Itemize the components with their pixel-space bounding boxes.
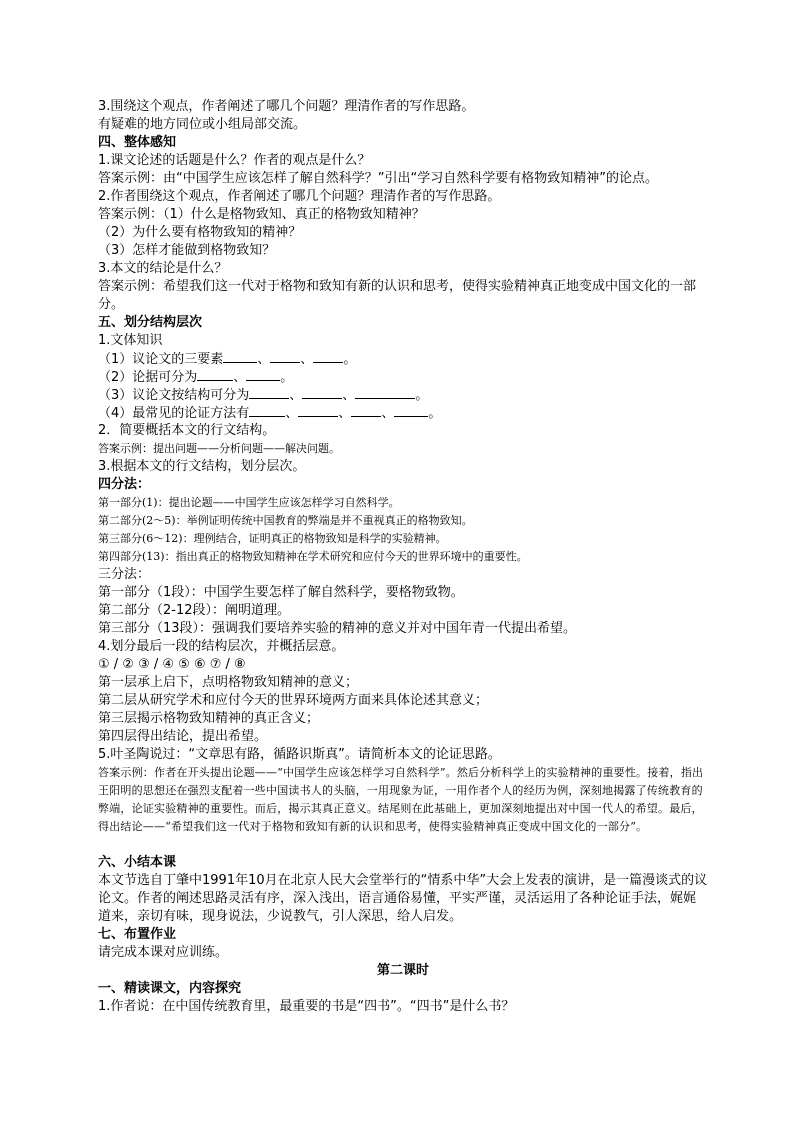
three-part-3: 第三部分（13段）：强调我们要培养实验的精神的意义并对中国年青一代提出希望。 bbox=[98, 621, 577, 636]
layer-3: 第三层揭示格物致知精神的真正含义； bbox=[98, 711, 320, 726]
answer-issue-2: （2）为什么要有格物致知的精神？ bbox=[98, 225, 302, 240]
blank-field[interactable] bbox=[223, 350, 257, 363]
blank-field[interactable] bbox=[355, 386, 415, 399]
four-part-label: 四分法： bbox=[98, 477, 151, 492]
question-last-paragraph: 4.划分最后一段的结构层次，并概括层意。 bbox=[98, 639, 345, 654]
section-heading-4: 四、整体感知 bbox=[98, 135, 177, 150]
lesson-plan-body bbox=[98, 98, 708, 1016]
four-part-1: 第一部分(1)：提出论题——中国学生应该怎样学习自然科学。 bbox=[98, 496, 400, 509]
blank-field[interactable] bbox=[246, 368, 280, 381]
answer-conclusion: 答案示例：希望我们这一代对于格物和致知有新的认识和思考，使得实验精神真正地变成中国文化的一部分。 bbox=[98, 279, 697, 312]
question-argument-path: 5.叶圣陶说过：“文章思有路，循路识斯真”。请简析本文的论证思路。 bbox=[98, 747, 501, 762]
answer-argument-path: 答案示例：作者在开头提出论题——“中国学生应该怎样学习自然科学”。然后分析科学上的实验精神的重要性。接着，指出王阳明的思想还在强烈支配着一些中国读书人的头脑，一用现象为证，一用作者个人的经历为例，深刻地揭露了传统教育的弊端，论证实验精神的重要性。而后，揭示其真正意义。结尾则在此基础上，更加深刻地提出对中国一代人的希望。最后，得出结论——“希望我们这一代对于格物和致知有新的认识和思考，使得实验精神真正变成中国文化的一部分”。 bbox=[98, 766, 704, 833]
question-conclusion: 3.本文的结论是什么？ bbox=[98, 261, 228, 276]
answer-structure: 答案示例：提出问题——分析问题——解决问题。 bbox=[98, 442, 340, 455]
blank-field[interactable] bbox=[394, 404, 428, 417]
answer-issue-3: （3）怎样才能做到格物致知？ bbox=[98, 243, 276, 258]
blank-evidence-types: （2）论据可分为 、 。 bbox=[98, 370, 294, 385]
blank-structure-types: （3）议论文按结构可分为 、 、 。 bbox=[98, 388, 429, 403]
answer-issue-1: 答案示例：（1）什么是格物致知、真正的格物致知精神？ bbox=[98, 207, 425, 222]
answer-topic: 答案示例：由“中国学生应该怎样了解自然科学？”引出“学习自然科学要有格物致知精神”的论点。 bbox=[98, 171, 658, 186]
blank-field[interactable] bbox=[249, 386, 289, 399]
blank-field[interactable] bbox=[298, 404, 338, 417]
three-part-label: 三分法： bbox=[98, 567, 151, 582]
four-part-3: 第三部分(6～12)：理例结合，证明真正的格物致知是科学的实验精神。 bbox=[98, 532, 447, 545]
four-part-4: 第四部分(13)：指出真正的格物致知精神在学术研究和应付今天的世界环境中的重要性。 bbox=[98, 550, 528, 563]
blank-field[interactable] bbox=[197, 368, 233, 381]
question-topic: 1.课文论述的话题是什么？作者的观点是什么？ bbox=[98, 153, 371, 168]
blank-field[interactable] bbox=[249, 404, 285, 417]
blank-field[interactable] bbox=[313, 350, 343, 363]
question-3: 3.围绕这个观点，作者阐述了哪几个问题？理清作者的写作思路。 bbox=[98, 99, 475, 114]
question-issues: 2.作者围绕这个观点，作者阐述了哪几个问题？理清作者的写作思路。 bbox=[98, 189, 501, 204]
lesson-summary: 本文节选自丁肇中1991年10月在北京人民大会堂举行的“情系中华”大会上发表的演讲，是一篇漫谈式的议论文。作者的阐述思路灵活有序，深入浅出，语言通俗易懂，平实严谨，灵活运用了各种论证手法，娓娓道来，亲切有味，现身说法，少说教气，引人深思，给人启发。 bbox=[98, 873, 708, 924]
question-divide: 3.根据本文的行文结构，划分层次。 bbox=[98, 459, 306, 474]
section-heading-7: 七、布置作业 bbox=[98, 927, 177, 942]
homework-text: 请完成本课对应训练。 bbox=[98, 945, 229, 960]
layer-1: 第一层承上启下，点明格物致知精神的意义； bbox=[98, 675, 359, 690]
question-four-books: 1.作者说：在中国传统教育里，最重要的书是“四书”。“四书”是什么书？ bbox=[98, 999, 515, 1014]
blank-field[interactable] bbox=[351, 404, 381, 417]
layer-2: 第二层从研究学术和应付今天的世界环境两方面来具体论述其意义； bbox=[98, 693, 489, 708]
layer-4: 第四层得出结论，提出希望。 bbox=[98, 729, 268, 744]
second-lesson-title: 第二课时 bbox=[376, 963, 429, 978]
section-heading-close-reading: 一、精读课文，内容探究 bbox=[98, 981, 242, 996]
three-part-1: 第一部分（1段）：中国学生要怎样了解自然科学，要格物致物。 bbox=[98, 585, 464, 600]
three-part-2: 第二部分（2-12段）：阐明道理。 bbox=[98, 603, 291, 618]
section-heading-5: 五、划分结构层次 bbox=[98, 315, 203, 330]
layer-division: ① / ② ③ / ④ ⑤ ⑥ ⑦ / ⑧ bbox=[98, 657, 246, 672]
blank-argument-methods: （4）最常见的论证方法有 、 、 、 。 bbox=[98, 406, 442, 421]
section-heading-6: 六、小结本课 bbox=[98, 855, 177, 870]
question-structure: 2．简要概括本文的行文结构。 bbox=[98, 423, 276, 438]
blank-field[interactable] bbox=[270, 350, 300, 363]
instruction-text: 有疑难的地方同位或小组局部交流。 bbox=[98, 117, 307, 132]
blank-three-elements: （1）议论文的三要素 、 、 。 bbox=[98, 352, 357, 367]
four-part-2: 第二部分(2～5)：举例证明传统中国教育的弊端是并不重视真正的格物致知。 bbox=[98, 514, 473, 527]
blank-field[interactable] bbox=[302, 386, 342, 399]
genre-knowledge: 1.文体知识 bbox=[98, 333, 163, 348]
